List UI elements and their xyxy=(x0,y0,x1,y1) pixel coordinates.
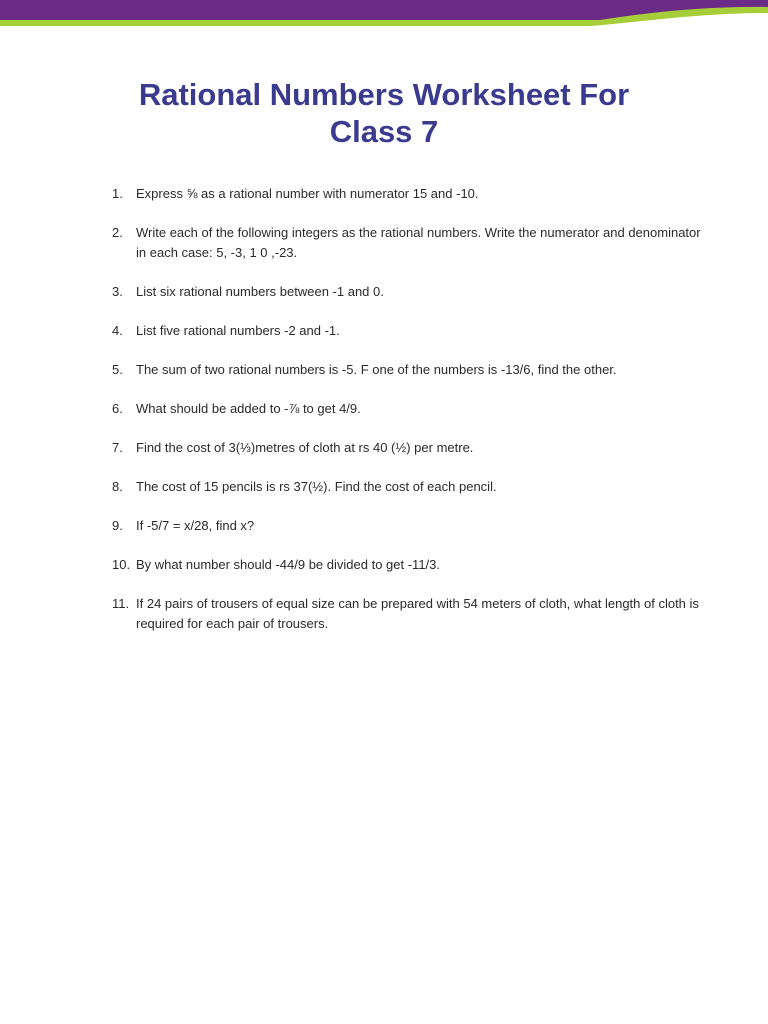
question-number: 6. xyxy=(112,401,123,416)
page-title xyxy=(0,76,768,150)
header-decorative-band xyxy=(0,0,768,30)
question-text: If 24 pairs of trousers of equal size can be prepared with 54 meters of cloth, what length of cloth is required for each pair of trousers. xyxy=(136,596,699,631)
question-item xyxy=(112,223,712,263)
question-item xyxy=(112,282,712,302)
question-text: By what number should -44/9 be divided to get -11/3. xyxy=(136,557,441,572)
question-item xyxy=(112,360,712,380)
question-item xyxy=(112,321,712,341)
question-text: If -5/7 = x/28, find x? xyxy=(136,518,255,533)
question-item xyxy=(112,516,712,536)
question-item xyxy=(112,555,712,575)
question-number: 1. xyxy=(112,186,123,201)
page-title-line-1: Rational Numbers Worksheet For xyxy=(138,77,630,112)
question-number: 3. xyxy=(112,284,123,299)
question-item xyxy=(112,594,712,634)
page-title-line-2: Class 7 xyxy=(329,114,439,149)
question-item xyxy=(112,438,712,458)
question-number: 5. xyxy=(112,362,123,377)
question-number: 11. xyxy=(112,596,130,611)
question-number: 10. xyxy=(112,557,131,572)
question-text: Find the cost of 3(⅓)metres of cloth at rs 40 (½) per metre. xyxy=(136,440,474,455)
question-number: 2. xyxy=(112,225,123,240)
question-number: 7. xyxy=(112,440,123,455)
question-text: The sum of two rational numbers is -5. F one of the numbers is -13/6, find the other. xyxy=(136,362,617,377)
question-number: 8. xyxy=(112,479,123,494)
question-text: List five rational numbers -2 and -1. xyxy=(136,323,340,338)
question-item xyxy=(112,184,712,204)
question-text: List six rational numbers between -1 and 0. xyxy=(136,284,384,299)
question-text: Express ⅝ as a rational number with numerator 15 and -10. xyxy=(136,186,479,201)
question-text: The cost of 15 pencils is rs 37(½). Find the cost of each pencil. xyxy=(136,479,497,494)
question-item xyxy=(112,399,712,419)
question-item xyxy=(112,477,712,497)
question-list xyxy=(112,184,712,653)
question-text: What should be added to -⅞ to get 4/9. xyxy=(136,401,361,416)
question-text: Write each of the following integers as the rational numbers. Write the numerator and denominator in each case: 5, -3, 1 0 ,-23. xyxy=(136,225,701,260)
question-number: 4. xyxy=(112,323,123,338)
question-number: 9. xyxy=(112,518,123,533)
